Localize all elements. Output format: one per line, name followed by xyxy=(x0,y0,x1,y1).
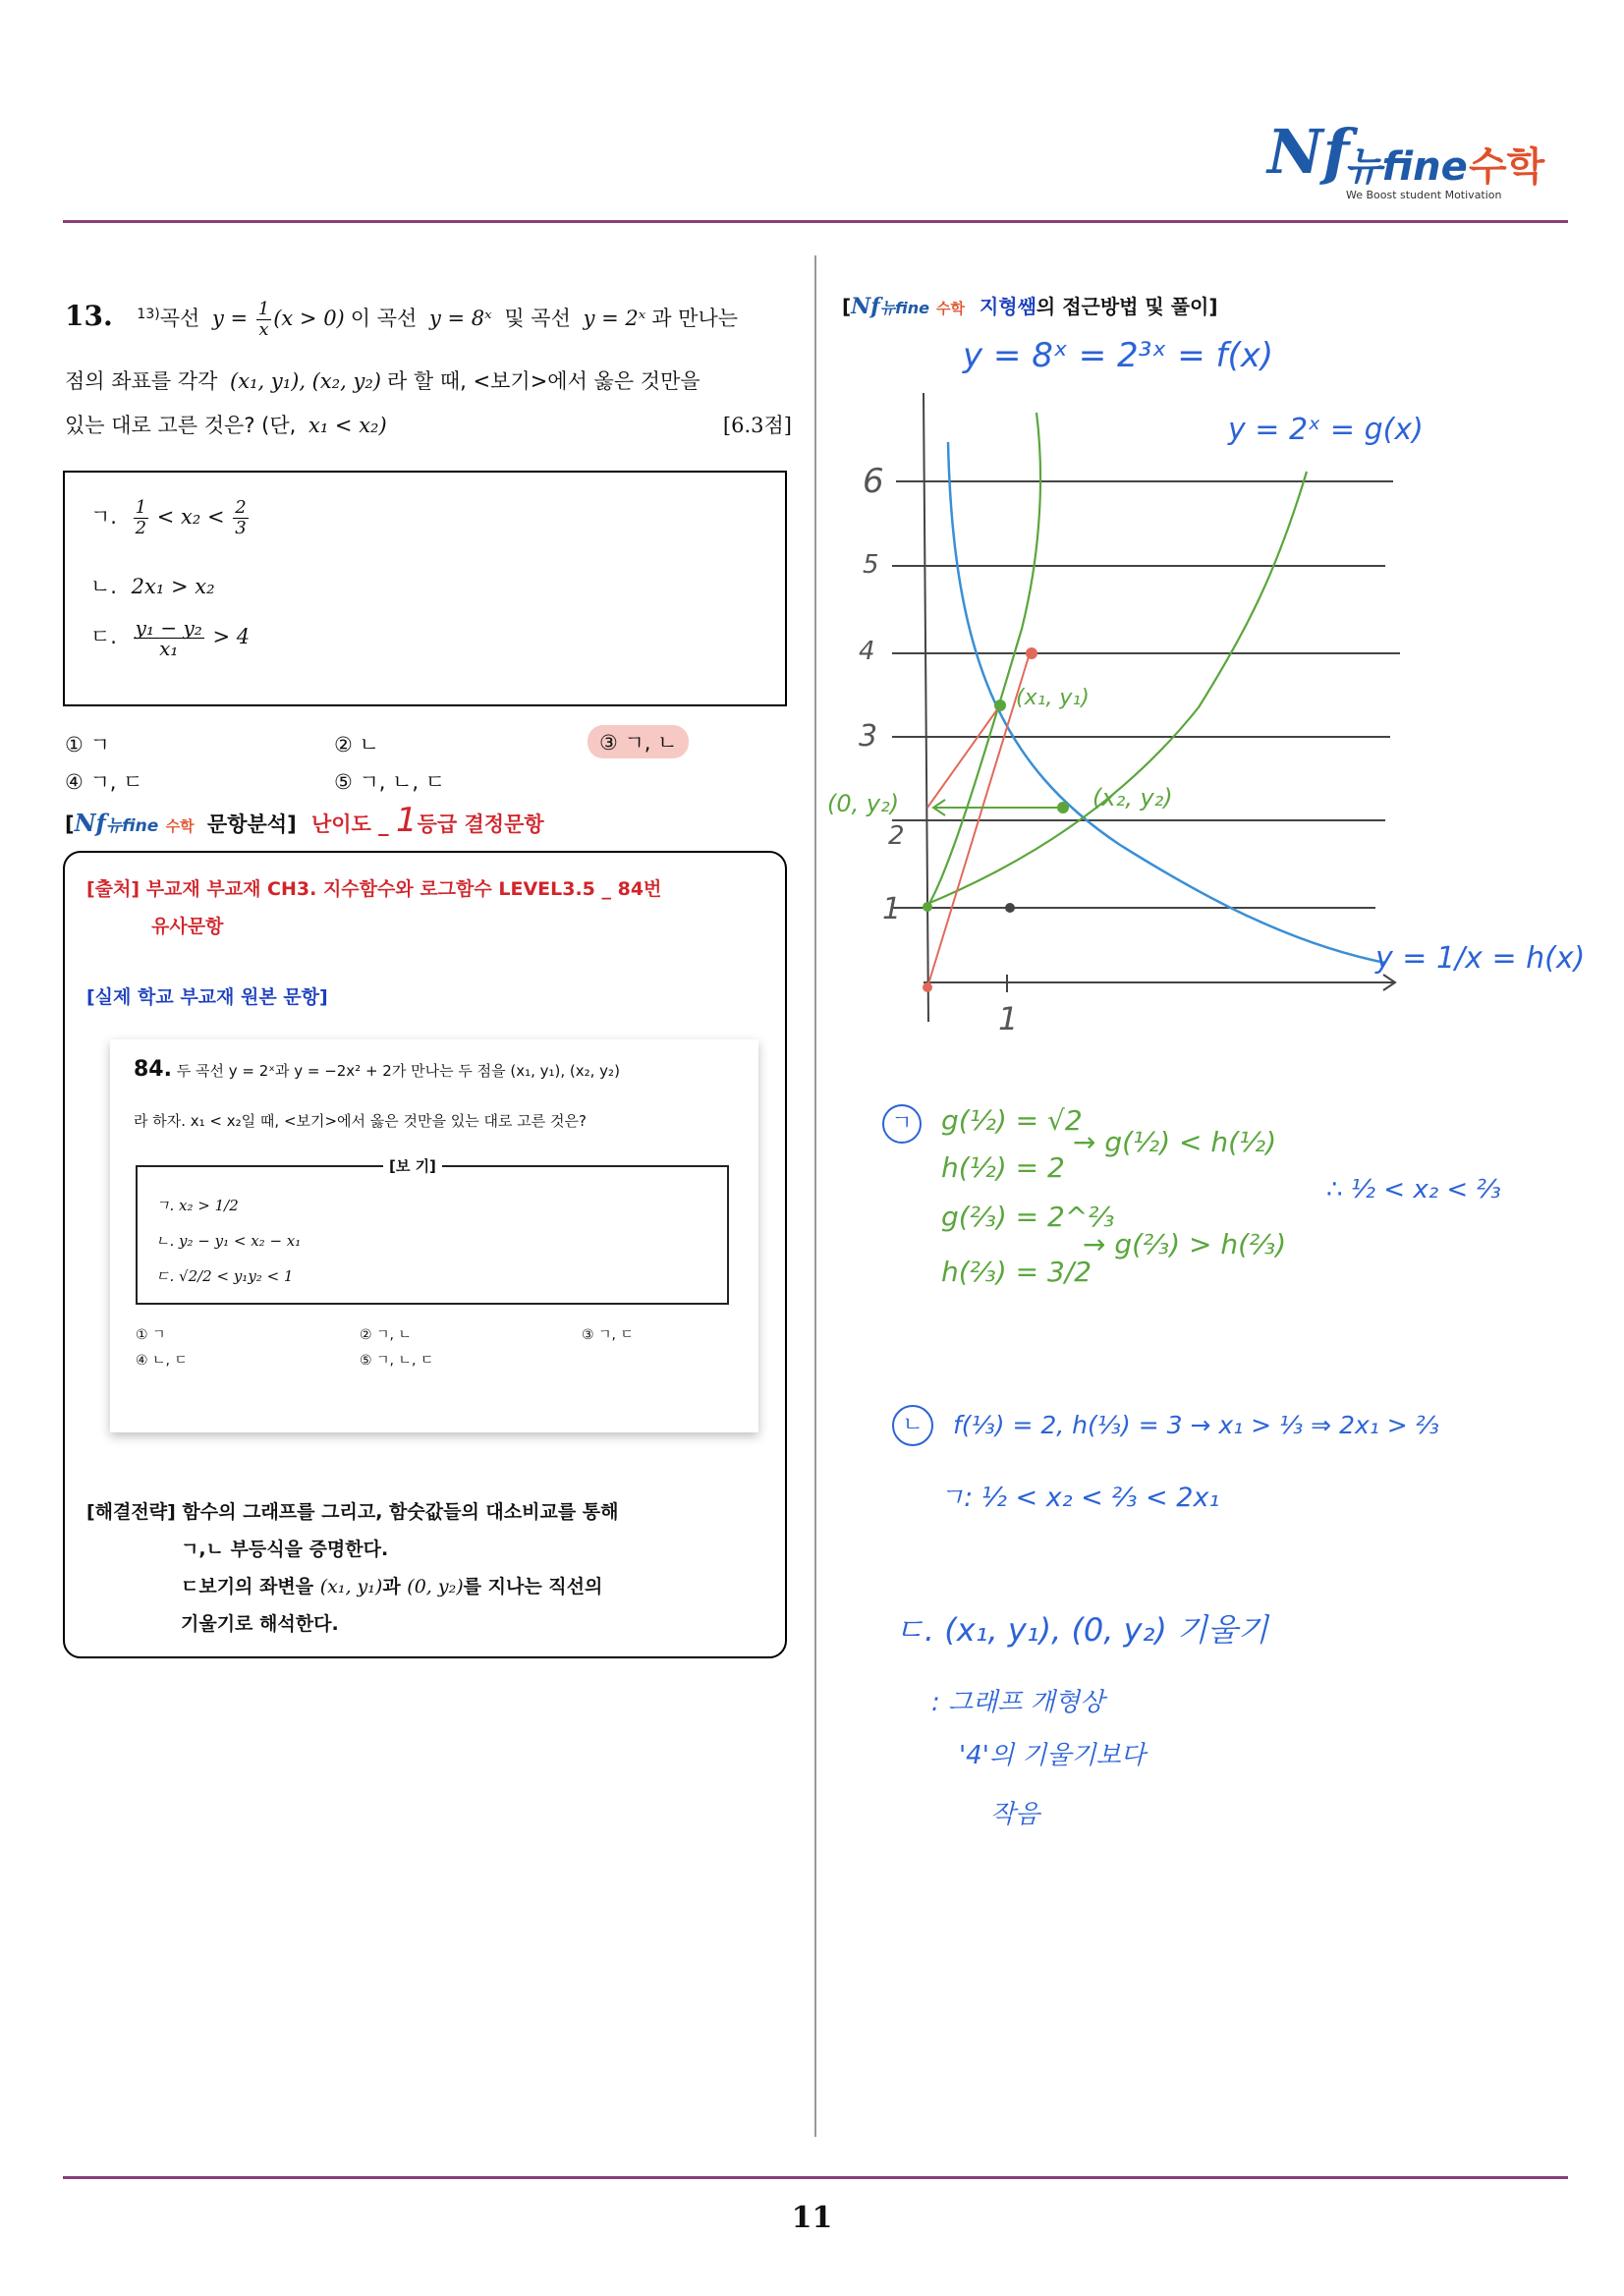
step1-b: h(½) = 2 xyxy=(941,1151,1065,1184)
step1-c: → g(½) < h(½) xyxy=(1073,1126,1277,1158)
orig-option: ⑤ ㄱ, ㄴ, ㄷ xyxy=(360,1353,434,1369)
option-1[interactable]: ① ㄱ xyxy=(65,733,110,756)
brand-logo xyxy=(1267,116,1562,204)
footnote-mark: 13) xyxy=(137,307,160,322)
eq-2x: y = 2ˣ xyxy=(583,307,646,330)
analysis-header xyxy=(65,801,544,844)
solution-title: 의 접근방법 및 풀이] xyxy=(1036,295,1218,318)
q-text: 점의 좌표를 각각 xyxy=(65,369,218,393)
mini-logo-mark: Nf xyxy=(851,294,880,319)
eq-g: y = 2ˣ = g(x) xyxy=(1228,413,1424,447)
step2-a: f(⅓) = 2, h(⅓) = 3 → x₁ > ⅓ ⇒ 2x₁ > ⅔ xyxy=(953,1411,1439,1439)
logo-subject: 수학 xyxy=(1469,144,1545,190)
step1-a: g(½) = √2 xyxy=(941,1104,1083,1137)
original-problem-card xyxy=(110,1039,758,1432)
orig-bogi-box xyxy=(136,1157,729,1305)
step3-d: 작음 xyxy=(990,1800,1040,1829)
orig-choice: ㄷ. √2/2 < y₁y₂ < 1 xyxy=(155,1267,294,1285)
y-tick-1: 1 xyxy=(882,892,902,926)
source-label: [출처] 부교재 부교재 CH3. 지수함수와 로그함수 LEVEL3.5 _ 84번 xyxy=(86,878,662,900)
curve-g xyxy=(927,472,1307,904)
y-tick-2: 2 xyxy=(888,821,905,851)
step2-circle: ㄴ xyxy=(892,1405,933,1446)
q-text: 라 할 때, <보기>에서 옳은 것만을 xyxy=(386,369,700,393)
orig-option: ③ ㄱ, ㄷ xyxy=(582,1327,634,1343)
option-3-selected[interactable]: ③ ㄱ, ㄴ xyxy=(588,725,689,758)
strategy-line-3 xyxy=(181,1572,602,1598)
orig-option: ① ㄱ xyxy=(136,1327,166,1343)
analysis-box xyxy=(63,851,787,1658)
bracket: [ xyxy=(842,295,852,318)
step1-e: h(⅔) = 3/2 xyxy=(941,1256,1092,1288)
step1-d: g(⅔) = 2^⅔ xyxy=(941,1201,1115,1233)
orig-bogi-title: [보 기] xyxy=(383,1155,442,1176)
mini-logo-subject: 수학 xyxy=(935,300,965,317)
mini-logo-mark: Nf xyxy=(74,809,106,837)
choice-row xyxy=(90,571,215,600)
step1-conclusion: ∴ ½ < x₂ < ⅔ xyxy=(1326,1175,1501,1204)
bogi-box xyxy=(63,471,787,706)
choice-row xyxy=(90,498,251,538)
choice-label: ㄷ. xyxy=(90,625,117,648)
q-text: 있는 대로 고른 것은? (단, xyxy=(65,414,297,437)
mini-logo-brand: 뉴fine xyxy=(105,816,159,836)
strategy-label: [해결전략] xyxy=(86,1501,176,1523)
choice-expr: $\frac{\text{y₁ − y₂}}{\text{x₁}}$ > 4 xyxy=(135,616,251,660)
eq-h: y = 1/x = h(x) xyxy=(1375,941,1586,976)
q-text: 과 만나는 xyxy=(651,307,739,330)
strategy-eq: (x₁, y₁) xyxy=(319,1576,383,1597)
eq-points: (x₁, y₁), (x₂, y₂) xyxy=(230,369,381,393)
strategy-text: ㄷ보기의 좌변을 xyxy=(181,1576,314,1597)
label-0y2: (0, y₂) xyxy=(827,790,900,817)
page-number: 11 xyxy=(791,2201,833,2235)
question-line-1 xyxy=(65,300,738,340)
analysis-title: 문항분석] xyxy=(206,812,297,836)
step1-circle: ㄱ xyxy=(882,1104,922,1144)
column-divider xyxy=(814,255,816,2137)
solution-author: 지형쌤 xyxy=(979,295,1036,318)
mini-logo-subject: 수학 xyxy=(165,817,195,835)
curve-f xyxy=(927,413,1040,907)
choice-label: ㄴ. xyxy=(90,575,117,598)
strategy-line-4: 기울기로 해석한다. xyxy=(181,1613,339,1635)
choice-expr: 2x₁ > x₂ xyxy=(131,575,215,598)
option-4[interactable]: ④ ㄱ, ㄷ xyxy=(65,770,143,794)
label-x1y1: (x₁, y₁) xyxy=(1016,686,1090,710)
strategy-eq: (0, y₂) xyxy=(407,1576,464,1597)
label-x2y2: (x₂, y₂) xyxy=(1092,784,1173,812)
difficulty-text: 등급 결정문항 xyxy=(417,812,544,836)
question-number: 13. xyxy=(65,300,113,332)
original-label: [실제 학교 부교재 원본 문항] xyxy=(86,986,328,1008)
step3-b: : 그래프 개형상 xyxy=(931,1688,1104,1717)
choice-label: ㄱ. xyxy=(90,505,117,529)
q-text: 곡선 xyxy=(159,307,200,330)
orig-number: 84. xyxy=(134,1057,172,1082)
step2-b: ㄱ: ½ < x₂ < ⅔ < 2x₁ xyxy=(938,1483,1220,1513)
point-x1y1 xyxy=(994,700,1006,711)
orig-choice: ㄱ. x₂ > 1/2 xyxy=(155,1197,239,1214)
orig-option: ④ ㄴ, ㄷ xyxy=(136,1353,188,1369)
y-tick-3: 3 xyxy=(859,719,878,754)
q-text: 및 곡선 xyxy=(504,307,571,330)
logo-mark: Nf xyxy=(1267,116,1350,188)
question-points: [6.3점] xyxy=(722,414,792,437)
orig-option: ② ㄱ, ㄴ xyxy=(360,1327,412,1343)
difficulty-label: 난이도 _ xyxy=(310,812,389,836)
header-rule xyxy=(63,220,1568,223)
option-2[interactable]: ② ㄴ xyxy=(334,733,379,756)
orig-text-2: 라 하자. x₁ < x₂일 때, <보기>에서 옳은 것만을 있는 대로 고른 것은? xyxy=(134,1112,587,1130)
y-tick-4: 4 xyxy=(859,637,875,666)
point-x2y2 xyxy=(1057,802,1069,813)
orig-choice: ㄴ. y₂ − y₁ < x₂ − x₁ xyxy=(155,1232,302,1250)
choice-row xyxy=(90,618,250,658)
step3-a: ㄷ. (x₁, y₁), (0, y₂) 기울기 xyxy=(894,1611,1268,1649)
choice-expr: $\frac{1}{2}$ < x₂ < $\frac{2}{3}$ xyxy=(135,497,247,538)
logo-tagline: We Boost student Motivation xyxy=(1346,189,1502,201)
orig-text-1: 두 곡선 y = 2ˣ과 y = −2x² + 2가 만나는 두 점을 (x₁, y₁), (x₂, y₂) xyxy=(176,1062,620,1080)
eq-hyperbola: y = $\frac{1}{x}$ (x > 0) xyxy=(211,299,345,340)
logo-brand: 뉴fine xyxy=(1344,144,1468,190)
option-5[interactable]: ⑤ ㄱ, ㄴ, ㄷ xyxy=(334,770,446,794)
solution-header xyxy=(842,291,1218,319)
bracket: [ xyxy=(65,812,75,836)
question-line-3 xyxy=(65,411,792,440)
eq-f: y = 8ˣ = 2³ˣ = f(x) xyxy=(963,336,1274,375)
mini-logo-brand: 뉴fine xyxy=(879,299,930,317)
footer-rule xyxy=(63,2176,1568,2179)
difficulty-grade: 1 xyxy=(395,801,418,840)
question-line-2 xyxy=(65,366,700,396)
source-label-cont: 유사문항 xyxy=(151,916,224,937)
strategy-text: 함수의 그래프를 그리고, 함숫값들의 대소비교를 통해 xyxy=(182,1501,619,1523)
eq-condition: x₁ < x₂) xyxy=(308,414,387,437)
x-tick-1: 1 xyxy=(998,1000,1019,1037)
step3-c: '4'의 기울기보다 xyxy=(959,1741,1146,1770)
point-red xyxy=(1026,647,1037,659)
secant-line xyxy=(927,705,1000,808)
strategy-text: 과 xyxy=(382,1576,401,1597)
y-tick-6: 6 xyxy=(863,462,884,501)
strategy-line-1 xyxy=(86,1497,619,1524)
strategy-line-2: ㄱ,ㄴ 부등식을 증명한다. xyxy=(181,1539,389,1560)
q-text: 이 곡선 xyxy=(350,307,418,330)
y-tick-5: 5 xyxy=(863,550,879,580)
orig-line-1 xyxy=(134,1057,620,1082)
eq-8x: y = 8ˣ xyxy=(429,307,492,330)
strategy-text: 를 지나는 직선의 xyxy=(463,1576,603,1597)
step1-f: → g(⅔) > h(⅔) xyxy=(1083,1228,1287,1260)
